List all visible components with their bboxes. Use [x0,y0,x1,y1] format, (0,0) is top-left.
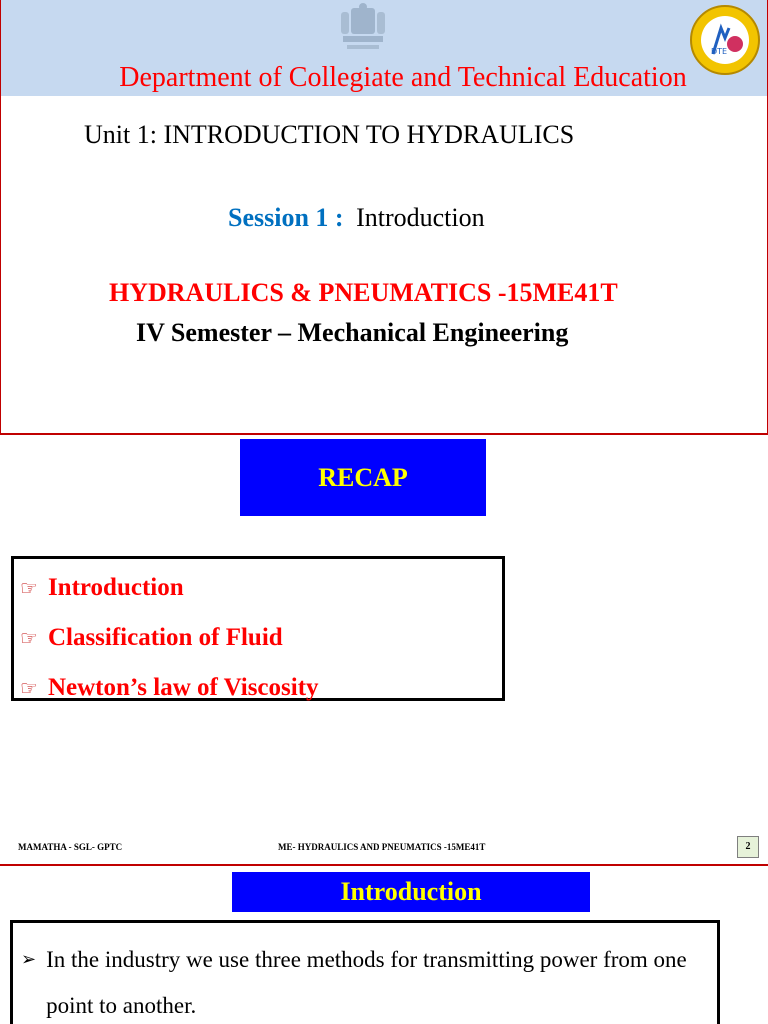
arrow-bullet-icon: ➢ [21,949,37,970]
slide-separator [0,864,768,866]
footer-course: ME- HYDRAULICS AND PNEUMATICS -15ME41T [278,842,486,852]
pointing-hand-icon: ☞ [20,576,38,600]
list-item [21,937,709,1024]
recap-list [11,556,505,701]
pointing-hand-icon: ☞ [20,626,38,650]
unit-title: Unit 1: INTRODUCTION TO HYDRAULICS [84,120,575,149]
title-slide [0,0,768,433]
recap-heading: RECAP [240,439,486,516]
session-value: Introduction [356,203,485,232]
pointing-hand-icon: ☞ [20,676,38,700]
department-title: Department of Collegiate and Technical Education [119,62,687,93]
list-item [20,613,496,663]
semester-title: IV Semester – Mechanical Engineering [136,318,569,347]
introduction-slide [0,867,768,1024]
recap-slide [0,436,768,864]
svg-text:DTE: DTE [711,47,728,56]
recap-item-label: Newton’s law of Viscosity [47,674,319,701]
recap-item-label: Introduction [47,574,184,601]
state-emblem-icon [333,2,393,52]
page-number: 2 [737,836,759,858]
recap-item-label: Classification of Fluid [47,624,283,651]
course-title: HYDRAULICS & PNEUMATICS -15ME41T [109,278,618,307]
list-item [20,663,496,713]
slide-separator [0,433,768,435]
slide-footer [0,836,768,864]
list-item [20,563,496,613]
bullet-text: In the industry we use three methods for transmitting power from one point to another. [46,947,687,1018]
content-frame [10,920,720,1024]
introduction-heading: Introduction [232,872,590,912]
footer-author: MAMATHA - SGL- GPTC [18,842,123,852]
session-line [228,203,485,233]
session-label: Session 1 : [228,203,344,232]
